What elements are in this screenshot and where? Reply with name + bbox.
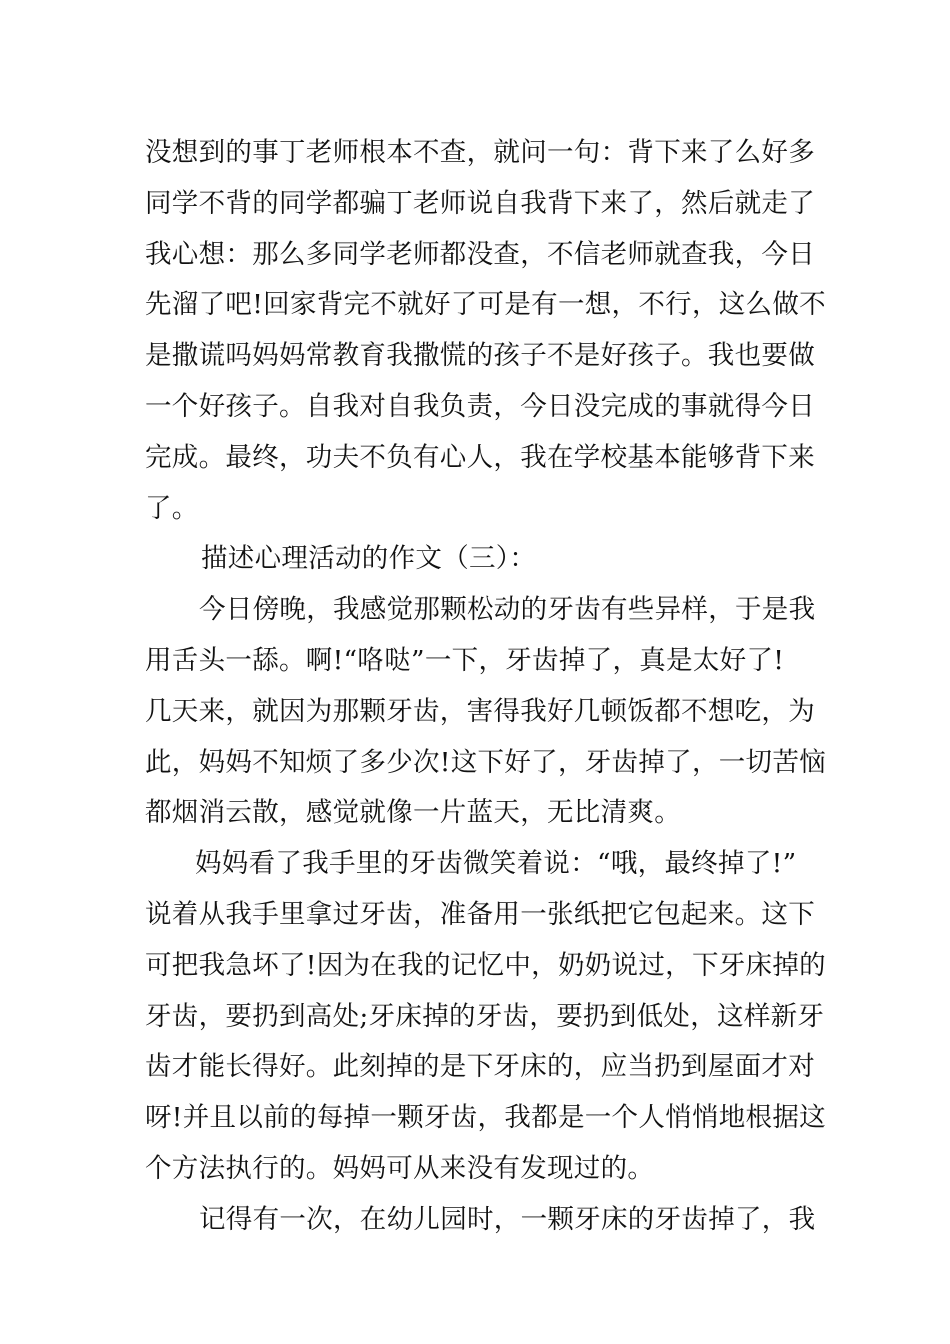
text-line: 可把我急坏了!因为在我的记忆中，奶奶说过，下牙床掉的 <box>145 949 826 981</box>
body-text <box>145 128 825 1246</box>
text-line: 一个好孩子。自我对自我负责，今日没完成的事就得今日 <box>145 390 815 422</box>
text-line: 个方法执行的。妈妈可从来没有发现过的。 <box>145 1152 655 1184</box>
text-line: 牙齿，要扔到高处;牙床掉的牙齿，要扔到低处，这样新牙 <box>145 1000 825 1032</box>
text-line: 今日傍晚，我感觉那颗松动的牙齿有些异样，于是我 <box>199 594 816 626</box>
text-line: 齿才能长得好。此刻掉的是下牙床的，应当扔到屋面才对 <box>145 1051 815 1083</box>
text-line: 记得有一次，在幼儿园时，一颗牙床的牙齿掉了，我 <box>199 1203 816 1235</box>
text-line: 是撒谎吗妈妈常教育我撒慌的孩子不是好孩子。我也要做 <box>145 340 815 372</box>
text-line: 几天来，就因为那颗牙齿，害得我好几顿饭都不想吃，为 <box>145 695 815 727</box>
section-heading: 描述心理活动的作文（三）： <box>201 543 537 575</box>
text-line: 我心想：那么多同学老师都没查，不信老师就查我，今日 <box>145 238 815 270</box>
text-line: 没想到的事丁老师根本不查，就问一句：背下来了么好多 <box>145 137 815 168</box>
text-line: 妈妈看了我手里的牙齿微笑着说：“哦，最终掉了!” <box>195 848 797 880</box>
text-line: 用舌头一舔。啊!“咯哒”一下，牙齿掉了，真是太好了! <box>145 644 785 676</box>
text-line: 先溜了吧!回家背完不就好了可是有一想，不行，这么做不 <box>145 289 826 321</box>
text-line: 同学不背的同学都骗丁老师说自我背下来了，然后就走了 <box>145 187 815 219</box>
text-line: 都烟消云散，感觉就像一片蓝天，无比清爽。 <box>145 797 681 829</box>
text-line: 了。 <box>145 492 199 524</box>
text-line: 说着从我手里拿过牙齿，准备用一张纸把它包起来。这下 <box>145 898 815 930</box>
text-line: 此，妈妈不知烦了多少次!这下好了，牙齿掉了，一切苦恼 <box>145 746 826 778</box>
text-line: 呀!并且以前的每掉一颗牙齿，我都是一个人悄悄地根据这 <box>145 1102 826 1134</box>
text-line: 完成。最终，功夫不负有心人，我在学校基本能够背下来 <box>145 441 815 473</box>
